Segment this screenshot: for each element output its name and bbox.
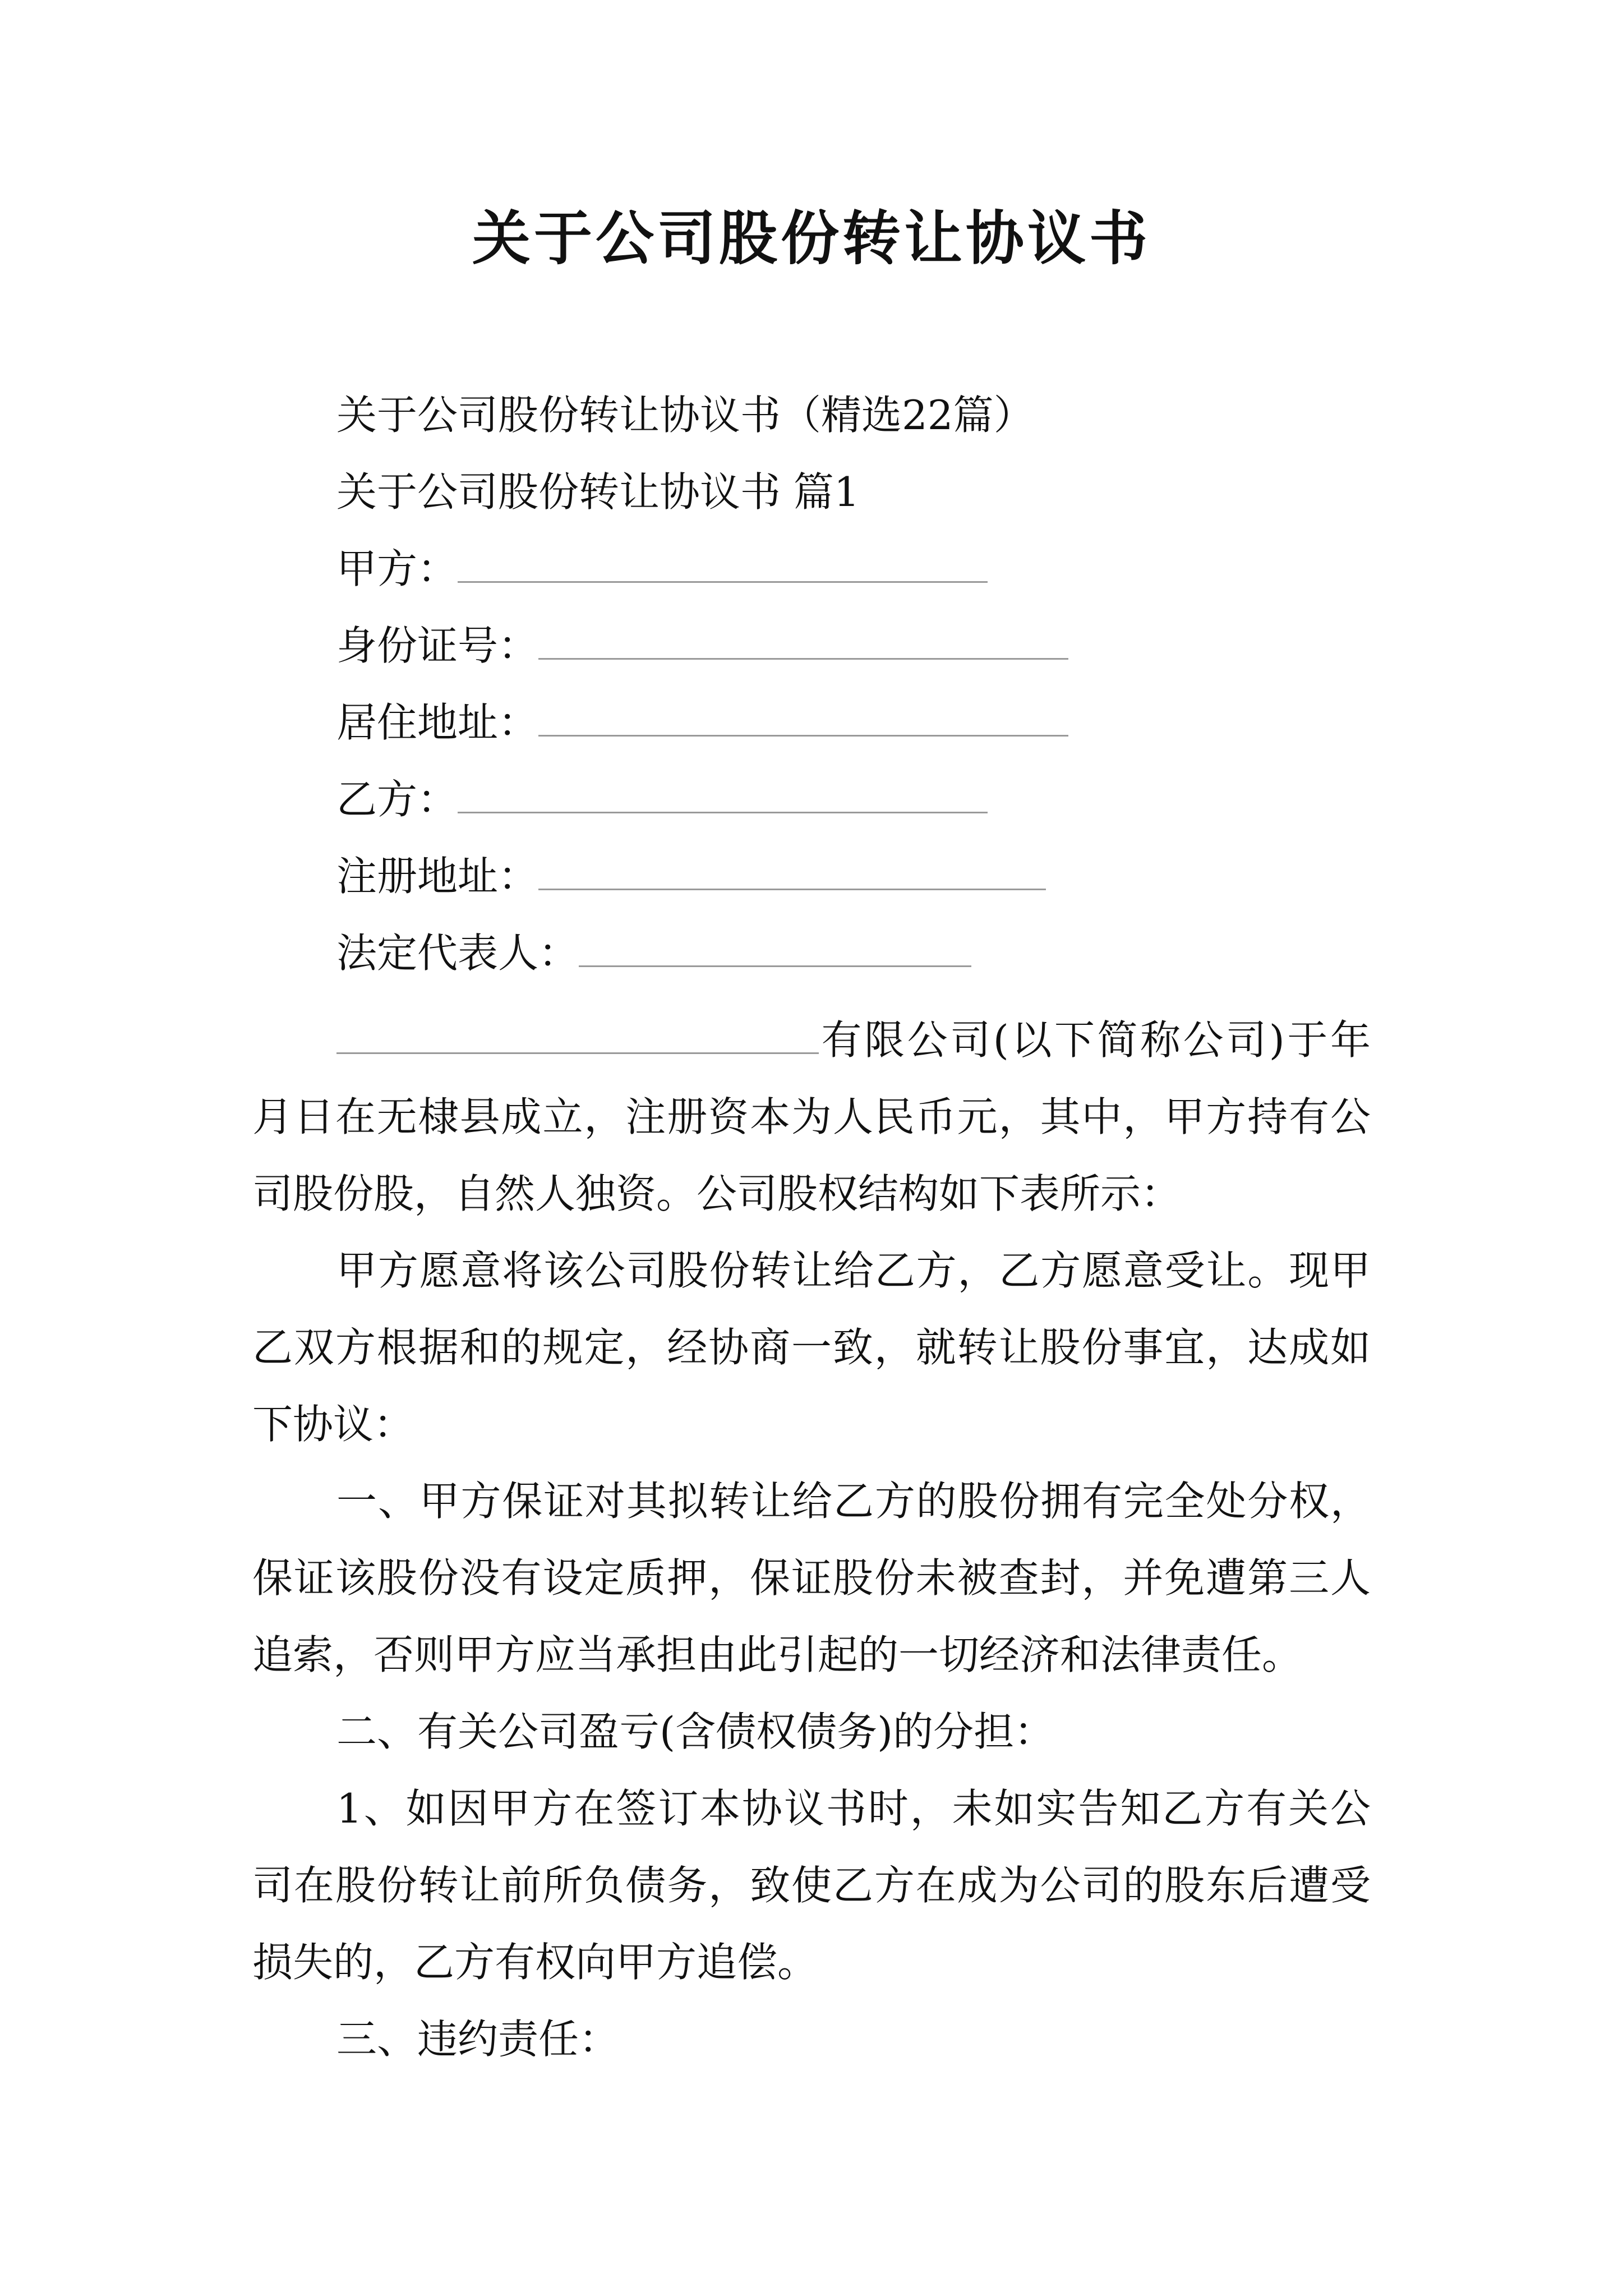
- fill-in-blank: [579, 927, 971, 967]
- fill-in-blank: [538, 620, 1068, 660]
- field-label: 乙方：: [336, 776, 458, 823]
- field-label: 身份证号：: [336, 622, 539, 669]
- paragraph-clause-2-1: 1、如因甲方在签订本协议书时，未如实告知乙方有关公司在股份转让前所负债务，致使乙方在成为公司的股东后遭受损失的，乙方有权向甲方追偿。: [252, 1785, 1371, 1986]
- field-registered-address: [336, 848, 1046, 904]
- paragraph-clause-3: 三、违约责任：: [336, 2016, 620, 2063]
- fill-in-blank: [458, 774, 988, 813]
- paragraph-company-info: 有限公司(以下简称公司)于年月日在无棣县成立，注册资本为人民币元，其中，甲方持有公司股份股，自然人独资。公司股权结构如下表所示：: [252, 1002, 1371, 1232]
- document-subtitle: 关于公司股份转让协议书（精选22篇）: [336, 392, 1034, 439]
- field-party-b: [336, 771, 988, 827]
- fill-in-blank: [538, 850, 1046, 890]
- field-party-a: [336, 541, 988, 597]
- fill-in-blank: [538, 697, 1068, 737]
- field-legal-representative: [336, 925, 971, 981]
- field-id-number: [336, 618, 1068, 674]
- paragraph-clause-2: 二、有关公司盈亏(含债权债务)的分担：: [336, 1708, 1055, 1755]
- field-label: 甲方：: [336, 545, 458, 592]
- document-title: 关于公司股份转让协议书: [472, 204, 1151, 273]
- section-heading: 关于公司股份转让协议书 篇1: [336, 468, 860, 516]
- paragraph-intent: 甲方愿意将该公司股份转让给乙方，乙方愿意受让。现甲乙双方根据和的规定，经协商一致，就转让股份事宜，达成如下协议：: [252, 1247, 1371, 1448]
- field-residence-address: [336, 694, 1068, 751]
- paragraph-clause-1: 一、甲方保证对其拟转让给乙方的股份拥有完全处分权，保证该股份没有设定质押，保证股份未被查封，并免遭第三人追索，否则甲方应当承担由此引起的一切经济和法律责任。: [252, 1478, 1371, 1678]
- fill-in-blank: [458, 543, 988, 583]
- field-label: 注册地址：: [336, 853, 539, 900]
- fill-in-blank: [336, 1014, 819, 1054]
- field-label: 居住地址：: [336, 699, 539, 746]
- field-label: 法定代表人：: [336, 930, 579, 977]
